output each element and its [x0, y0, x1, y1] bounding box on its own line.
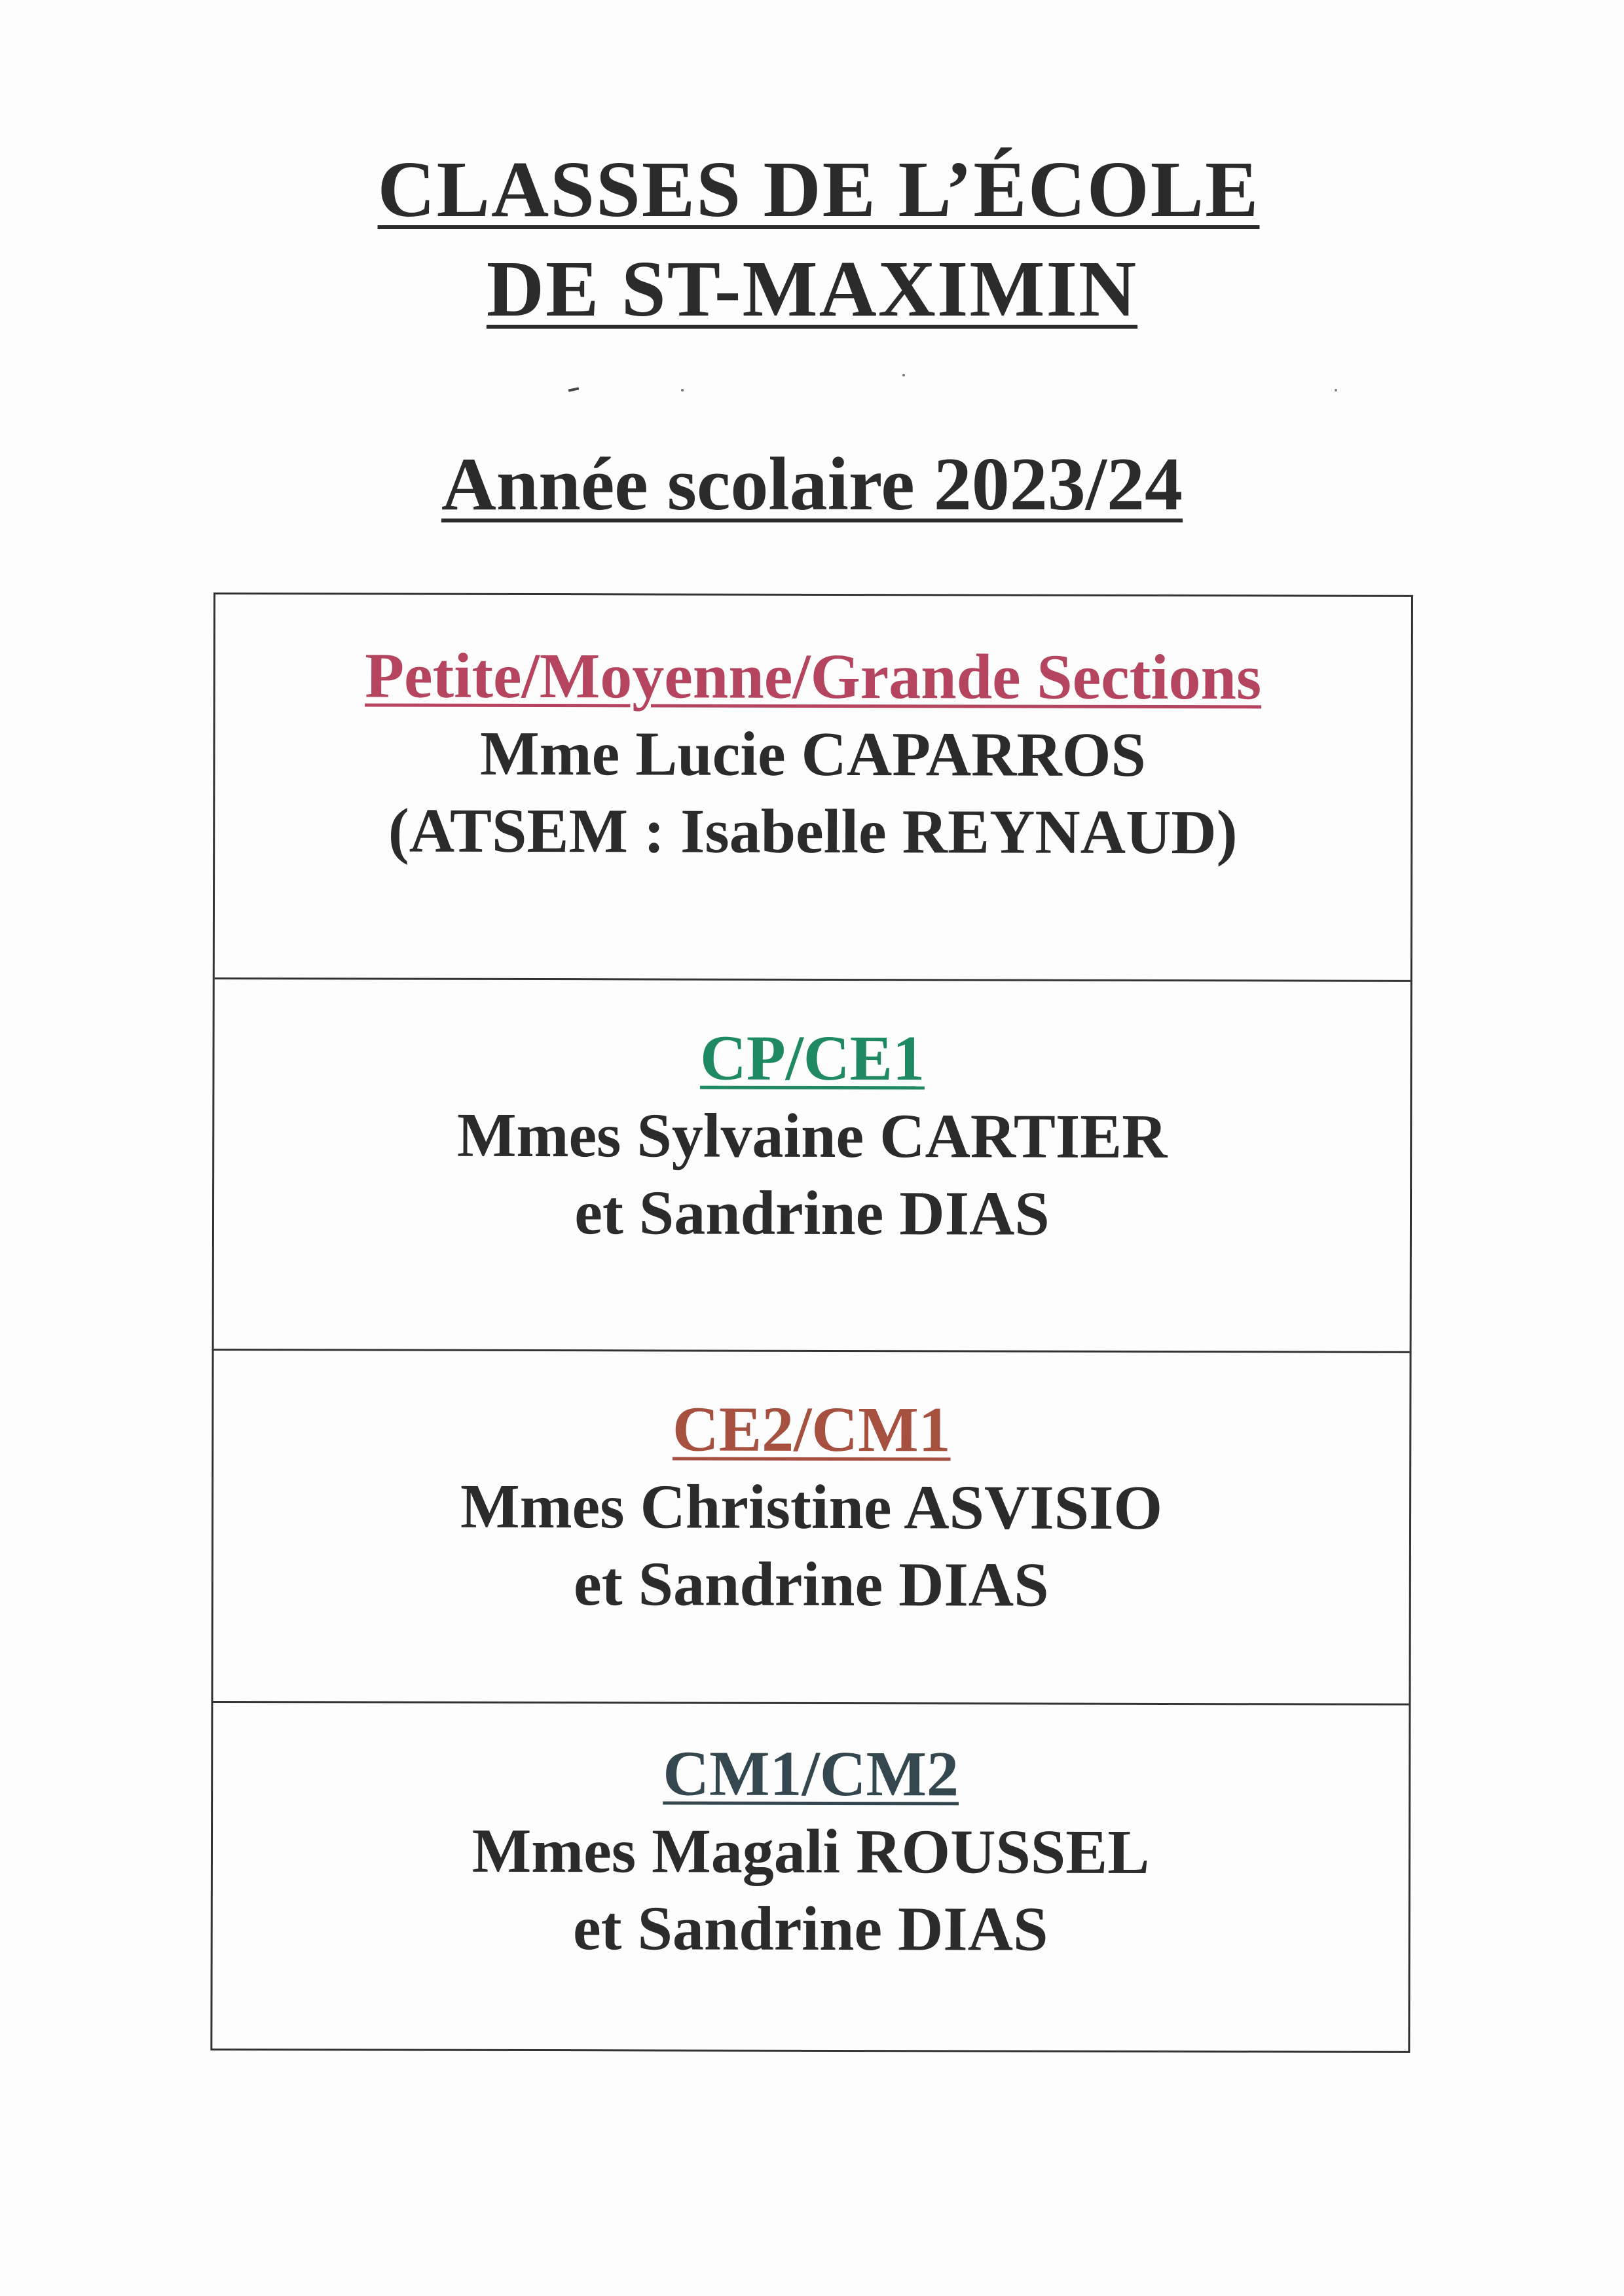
- title-line-2: DE ST-MAXIMIN: [486, 245, 1138, 333]
- school-year-heading: [0, 435, 1624, 534]
- teacher-line: Mmes Christine ASVISIO: [460, 1470, 1163, 1543]
- class-name: CP/CE1: [699, 1023, 925, 1095]
- teacher-line: Mmes Sylvaine CARTIER: [456, 1099, 1168, 1172]
- class-cell-petite-moyenne-grande: [215, 594, 1411, 982]
- school-year: Année scolaire 2023/24: [441, 443, 1183, 526]
- class-name: CM1/CM2: [663, 1738, 959, 1810]
- document-title: [0, 141, 1624, 338]
- teacher-line: et Sandrine DIAS: [574, 1177, 1050, 1248]
- title-line-1: CLASSES DE L’ÉCOLE: [377, 145, 1260, 234]
- teacher-line: Mmes Magali ROUSSEL: [471, 1815, 1150, 1887]
- teacher-line: Mme Lucie CAPARROS: [480, 718, 1146, 790]
- teacher-line: et Sandrine DIAS: [572, 1893, 1048, 1964]
- atsem-line: (ATSEM : Isabelle REYNAUD): [388, 795, 1238, 867]
- class-cell-cp-ce1: [214, 979, 1411, 1353]
- classes-table: [210, 592, 1413, 2053]
- class-name: Petite/Moyenne/Grande Sections: [365, 640, 1262, 714]
- class-name: CE2/CM1: [672, 1394, 951, 1466]
- teacher-line: et Sandrine DIAS: [574, 1548, 1049, 1620]
- class-cell-cm1-cm2: [212, 1703, 1409, 2051]
- class-cell-ce2-cm1: [213, 1351, 1409, 1705]
